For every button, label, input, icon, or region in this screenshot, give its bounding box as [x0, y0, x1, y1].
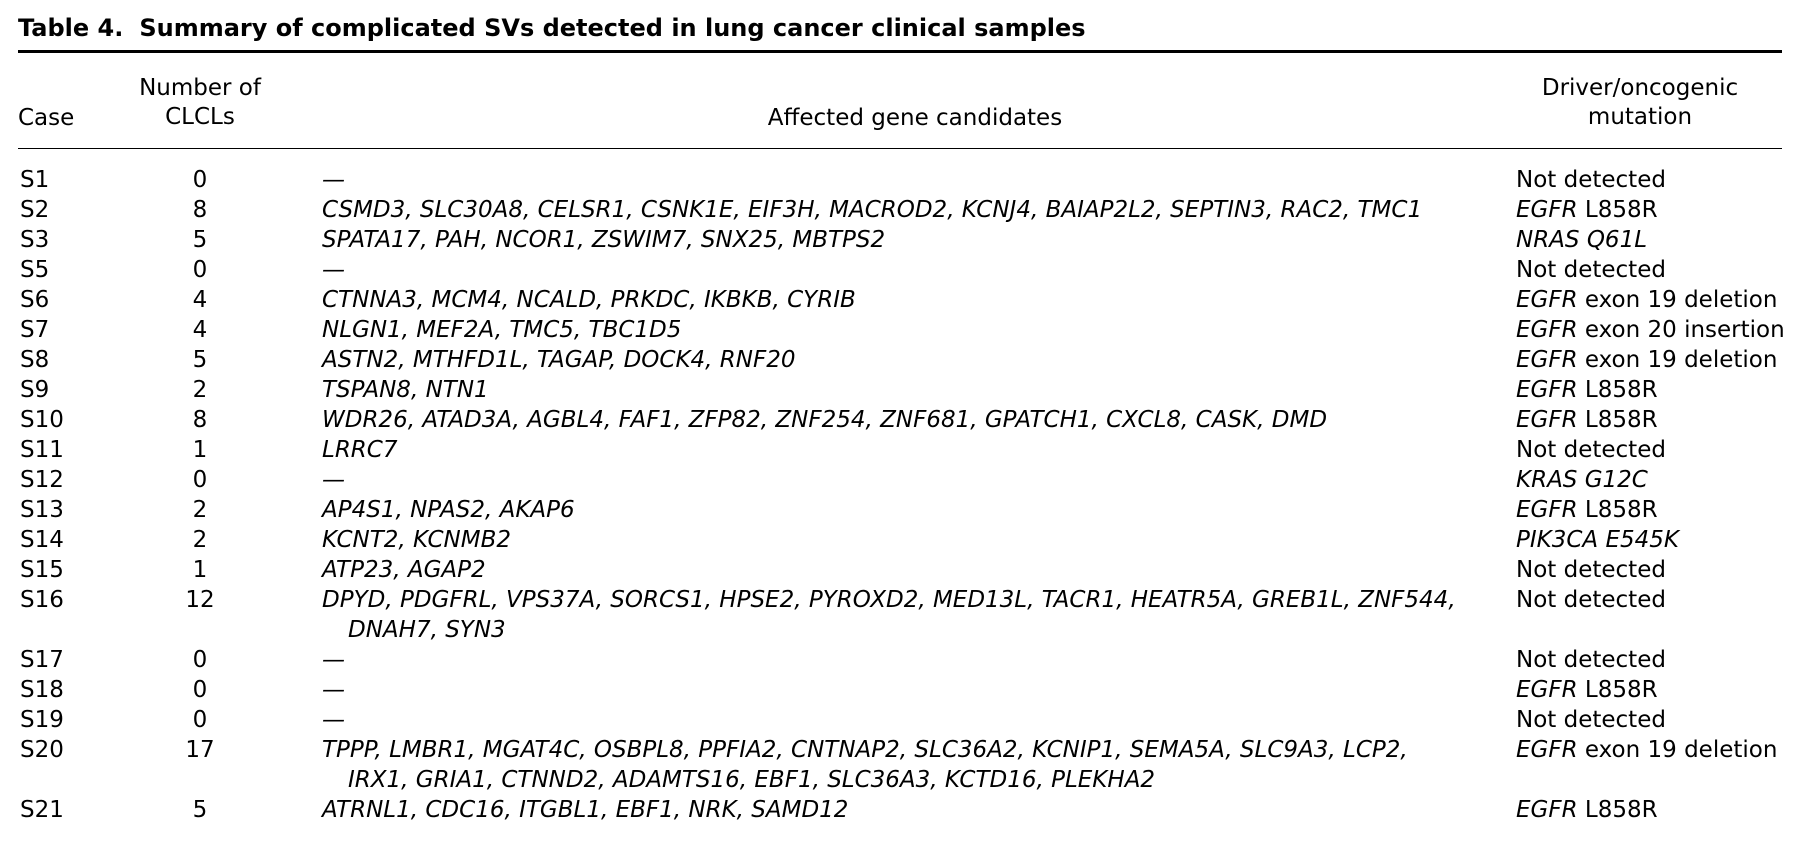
cell-clcl-count: 0: [192, 167, 208, 193]
driver-detail: L858R: [1577, 197, 1658, 223]
cell-affected-genes: [322, 405, 1472, 435]
table-row: [0, 285, 1800, 315]
table-caption-text: Summary of complicated SVs detected in lung cancer clinical samples: [139, 14, 1086, 42]
header-number-line2: CLCLs: [165, 104, 235, 130]
cell-case: S5: [20, 257, 50, 283]
cell-driver-mutation: [1516, 675, 1658, 705]
table-row: [0, 645, 1800, 675]
cell-clcl-count: 5: [192, 797, 208, 823]
cell-clcl-count: 17: [185, 737, 215, 763]
driver-gene: EGFR: [1516, 287, 1578, 313]
driver-gene: EGFR: [1516, 377, 1578, 403]
genes-line1: CTNNA3, MCM4, NCALD, PRKDC, IKBKB, CYRIB: [322, 287, 856, 313]
cell-clcl-count: 12: [185, 587, 215, 613]
genes-line1: —: [322, 677, 345, 703]
cell-case: S6: [20, 287, 50, 313]
genes-line1: DPYD, PDGFRL, VPS37A, SORCS1, HPSE2, PYROXD2, MED13L, TACR1, HEATR5A, GREB1L, ZNF544,: [322, 587, 1456, 613]
header-number-line1: Number of: [139, 75, 261, 101]
cell-clcl-count: 1: [192, 437, 208, 463]
table-row: [0, 165, 1800, 195]
genes-line1: ATRNL1, CDC16, ITGBL1, EBF1, NRK, SAMD12: [322, 797, 849, 823]
cell-driver-mutation: [1516, 375, 1658, 405]
table-row: [0, 315, 1800, 345]
table-row: [0, 405, 1800, 435]
genes-line1: —: [322, 647, 345, 673]
cell-affected-genes: [322, 555, 1472, 585]
cell-clcl-count: 1: [192, 557, 208, 583]
cell-case: S2: [20, 197, 50, 223]
table-row: [0, 375, 1800, 405]
table-caption: [18, 14, 1086, 42]
cell-driver-mutation: [1516, 165, 1666, 195]
driver-detail: Not detected: [1516, 647, 1666, 673]
cell-affected-genes: [322, 525, 1472, 555]
genes-line1: ASTN2, MTHFD1L, TAGAP, DOCK4, RNF20: [322, 347, 796, 373]
driver-detail: exon 19 deletion: [1577, 737, 1778, 763]
genes-line2: IRX1, GRIA1, CTNND2, ADAMTS16, EBF1, SLC36A3, KCTD16, PLEKHA2: [348, 767, 1156, 793]
table-body: [0, 165, 1800, 825]
table-row: [0, 735, 1800, 795]
cell-driver-mutation: [1516, 495, 1658, 525]
header-case: Case: [18, 105, 75, 131]
genes-line1: ATP23, AGAP2: [322, 557, 486, 583]
cell-case: S16: [20, 587, 64, 613]
table-row: [0, 555, 1800, 585]
driver-gene: EGFR: [1516, 737, 1578, 763]
driver-detail: Not detected: [1516, 437, 1666, 463]
cell-clcl-count: 0: [192, 647, 208, 673]
table-row: [0, 195, 1800, 225]
genes-line2: DNAH7, SYN3: [348, 617, 506, 643]
table-header-rule: [18, 148, 1782, 149]
genes-line1: NLGN1, MEF2A, TMC5, TBC1D5: [322, 317, 682, 343]
table-row: [0, 465, 1800, 495]
driver-detail: L858R: [1577, 677, 1658, 703]
driver-detail: Not detected: [1516, 257, 1666, 283]
driver-detail: L858R: [1577, 377, 1658, 403]
cell-clcl-count: 5: [192, 347, 208, 373]
cell-driver-mutation: [1516, 705, 1666, 735]
table-row: [0, 255, 1800, 285]
cell-case: S11: [20, 437, 64, 463]
cell-driver-mutation: [1516, 795, 1658, 825]
cell-clcl-count: 0: [192, 707, 208, 733]
cell-case: S1: [20, 167, 50, 193]
cell-clcl-count: 0: [192, 257, 208, 283]
genes-line1: SPATA17, PAH, NCOR1, ZSWIM7, SNX25, MBTPS2: [322, 227, 886, 253]
genes-line1: —: [322, 707, 345, 733]
cell-driver-mutation: [1516, 525, 1679, 555]
cell-driver-mutation: [1516, 435, 1666, 465]
driver-gene: EGFR: [1516, 197, 1578, 223]
driver-gene: NRAS Q61L: [1516, 227, 1648, 253]
cell-clcl-count: 8: [192, 407, 208, 433]
cell-clcl-count: 5: [192, 227, 208, 253]
cell-affected-genes: [322, 435, 1472, 465]
driver-detail: L858R: [1577, 497, 1658, 523]
table-top-rule: [18, 50, 1782, 53]
table-row: [0, 795, 1800, 825]
cell-driver-mutation: [1516, 315, 1785, 345]
driver-detail: Not detected: [1516, 707, 1666, 733]
cell-case: S7: [20, 317, 50, 343]
cell-case: S9: [20, 377, 50, 403]
cell-affected-genes: [322, 195, 1472, 225]
cell-clcl-count: 0: [192, 677, 208, 703]
cell-affected-genes: [322, 255, 1472, 285]
table-row: [0, 675, 1800, 705]
genes-line1: KCNT2, KCNMB2: [322, 527, 512, 553]
cell-case: S18: [20, 677, 64, 703]
cell-case: S13: [20, 497, 64, 523]
driver-detail: L858R: [1577, 407, 1658, 433]
genes-line1: TPPP, LMBR1, MGAT4C, OSBPL8, PPFIA2, CNTNAP2, SLC36A2, KCNIP1, SEMA5A, SLC9A3, LCP2,: [322, 737, 1408, 763]
cell-case: S12: [20, 467, 64, 493]
cell-clcl-count: 8: [192, 197, 208, 223]
driver-gene: EGFR: [1516, 347, 1578, 373]
cell-driver-mutation: [1516, 585, 1666, 615]
header-driver-line1: Driver/oncogenic: [1541, 75, 1739, 101]
cell-driver-mutation: [1516, 255, 1666, 285]
cell-affected-genes: [322, 705, 1472, 735]
cell-clcl-count: 4: [192, 317, 208, 343]
table-row: [0, 525, 1800, 555]
cell-clcl-count: 0: [192, 467, 208, 493]
cell-affected-genes: [322, 675, 1472, 705]
genes-line1: AP4S1, NPAS2, AKAP6: [322, 497, 575, 523]
driver-gene: EGFR: [1516, 797, 1578, 823]
genes-line1: LRRC7: [322, 437, 398, 463]
genes-line1: TSPAN8, NTN1: [322, 377, 489, 403]
driver-gene: EGFR: [1516, 497, 1578, 523]
header-number-of-clcls: [120, 74, 280, 132]
genes-line1: WDR26, ATAD3A, AGBL4, FAF1, ZFP82, ZNF254, ZNF681, GPATCH1, CXCL8, CASK, DMD: [322, 407, 1328, 433]
cell-driver-mutation: [1516, 345, 1777, 375]
cell-affected-genes: [322, 375, 1472, 405]
driver-gene: KRAS G12C: [1516, 467, 1648, 493]
genes-line1: —: [322, 257, 345, 283]
cell-affected-genes: [322, 165, 1472, 195]
table-row: [0, 705, 1800, 735]
driver-detail: L858R: [1577, 797, 1658, 823]
driver-detail: exon 20 insertion: [1577, 317, 1785, 343]
driver-detail: Not detected: [1516, 587, 1666, 613]
cell-affected-genes: [322, 795, 1472, 825]
cell-case: S21: [20, 797, 64, 823]
header-affected-genes: Affected gene candidates: [767, 105, 1063, 131]
cell-driver-mutation: [1516, 735, 1777, 765]
driver-gene: EGFR: [1516, 317, 1578, 343]
driver-detail: exon 19 deletion: [1577, 287, 1778, 313]
driver-gene: EGFR: [1516, 677, 1578, 703]
cell-case: S17: [20, 647, 64, 673]
cell-affected-genes: [322, 645, 1472, 675]
cell-case: S20: [20, 737, 64, 763]
cell-affected-genes: [322, 735, 1472, 795]
cell-case: S15: [20, 557, 64, 583]
cell-case: S8: [20, 347, 50, 373]
cell-driver-mutation: [1516, 195, 1658, 225]
table-row: [0, 435, 1800, 465]
header-driver-mutation: [1500, 74, 1780, 132]
table-row: [0, 345, 1800, 375]
driver-gene: PIK3CA E545K: [1516, 527, 1679, 553]
cell-affected-genes: [322, 225, 1472, 255]
cell-affected-genes: [322, 465, 1472, 495]
cell-affected-genes: [322, 315, 1472, 345]
cell-clcl-count: 2: [192, 377, 208, 403]
cell-case: S3: [20, 227, 50, 253]
genes-line1: —: [322, 167, 345, 193]
table-row: [0, 585, 1800, 645]
cell-affected-genes: [322, 285, 1472, 315]
driver-detail: Not detected: [1516, 167, 1666, 193]
cell-clcl-count: 2: [192, 527, 208, 553]
driver-detail: exon 19 deletion: [1577, 347, 1778, 373]
genes-line1: —: [322, 467, 345, 493]
cell-case: S14: [20, 527, 64, 553]
cell-driver-mutation: [1516, 645, 1666, 675]
driver-detail: Not detected: [1516, 557, 1666, 583]
table-label: Table 4.: [18, 14, 124, 42]
cell-driver-mutation: [1516, 405, 1658, 435]
table-row: [0, 495, 1800, 525]
cell-clcl-count: 4: [192, 287, 208, 313]
cell-clcl-count: 2: [192, 497, 208, 523]
cell-affected-genes: [322, 585, 1472, 645]
cell-driver-mutation: [1516, 225, 1647, 255]
cell-driver-mutation: [1516, 555, 1666, 585]
header-driver-line2: mutation: [1587, 104, 1693, 130]
cell-driver-mutation: [1516, 285, 1777, 315]
cell-case: S10: [20, 407, 64, 433]
genes-line1: CSMD3, SLC30A8, CELSR1, CSNK1E, EIF3H, MACROD2, KCNJ4, BAIAP2L2, SEPTIN3, RAC2, TMC1: [322, 197, 1423, 223]
cell-case: S19: [20, 707, 64, 733]
cell-driver-mutation: [1516, 465, 1648, 495]
table-row: [0, 225, 1800, 255]
cell-affected-genes: [322, 495, 1472, 525]
driver-gene: EGFR: [1516, 407, 1578, 433]
cell-affected-genes: [322, 345, 1472, 375]
